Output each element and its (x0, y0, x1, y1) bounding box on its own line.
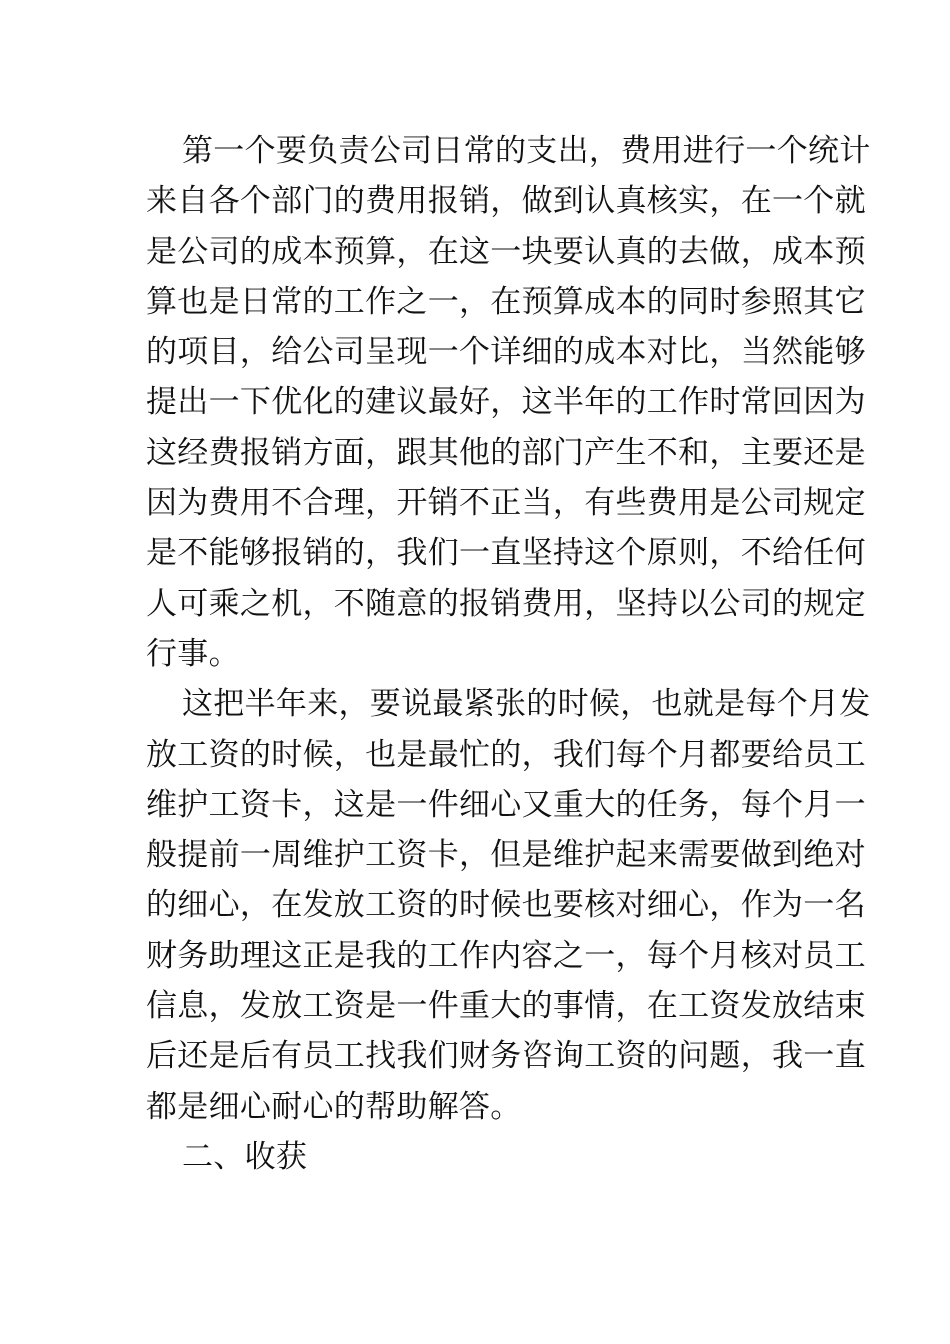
text-line: 第一个要负责公司日常的支出，费用进行一个统计 (182, 133, 871, 169)
text-line: 这把半年来，要说最紧张的时候，也就是每个月发 (182, 686, 871, 723)
paragraph-1 (146, 126, 871, 679)
paragraph-2 (146, 679, 871, 1132)
text-line: 般提前一周维护工资卡，但是维护起来需要做到绝对 (146, 837, 866, 874)
text-line: 维护工资卡，这是一件细心又重大的任务，每个月一 (146, 786, 866, 823)
text-line: 的项目，给公司呈现一个详细的成本对比，当然能够 (146, 334, 866, 371)
text-line: 后还是后有员工找我们财务咨询工资的问题，我一直 (146, 1038, 866, 1075)
text-line: 这经费报销方面，跟其他的部门产生不和，主要还是 (146, 434, 866, 471)
text-line: 来自各个部门的费用报销，做到认真核实，在一个就 (146, 183, 866, 220)
text-line: 算也是日常的工作之一，在预算成本的同时参照其它 (146, 283, 866, 320)
text-line: 是公司的成本预算，在这一块要认真的去做，成本预 (146, 233, 866, 270)
text-line: 都是细心耐心的帮助解答。 (146, 1088, 522, 1125)
text-line: 提出一下优化的建议最好，这半年的工作时常回因为 (146, 384, 866, 421)
text-line: 因为费用不合理，开销不正当，有些费用是公司规定 (146, 485, 866, 522)
text-line: 的细心，在发放工资的时候也要核对细心，作为一名 (146, 887, 866, 924)
text-line: 财务助理这正是我的工作内容之一，每个月核对员工 (146, 937, 866, 974)
section-heading: 二、收获 (182, 1138, 308, 1175)
text-line: 放工资的时候，也是最忙的，我们每个月都要给员工 (146, 736, 866, 773)
text-line: 信息，发放工资是一件重大的事情，在工资发放结束 (146, 988, 866, 1025)
text-line: 是不能够报销的，我们一直坚持这个原则，不给任何 (146, 535, 866, 572)
text-line: 行事。 (146, 635, 240, 672)
text-line: 人可乘之机，不随意的报销费用，坚持以公司的规定 (146, 585, 866, 622)
document-page (146, 126, 871, 1182)
